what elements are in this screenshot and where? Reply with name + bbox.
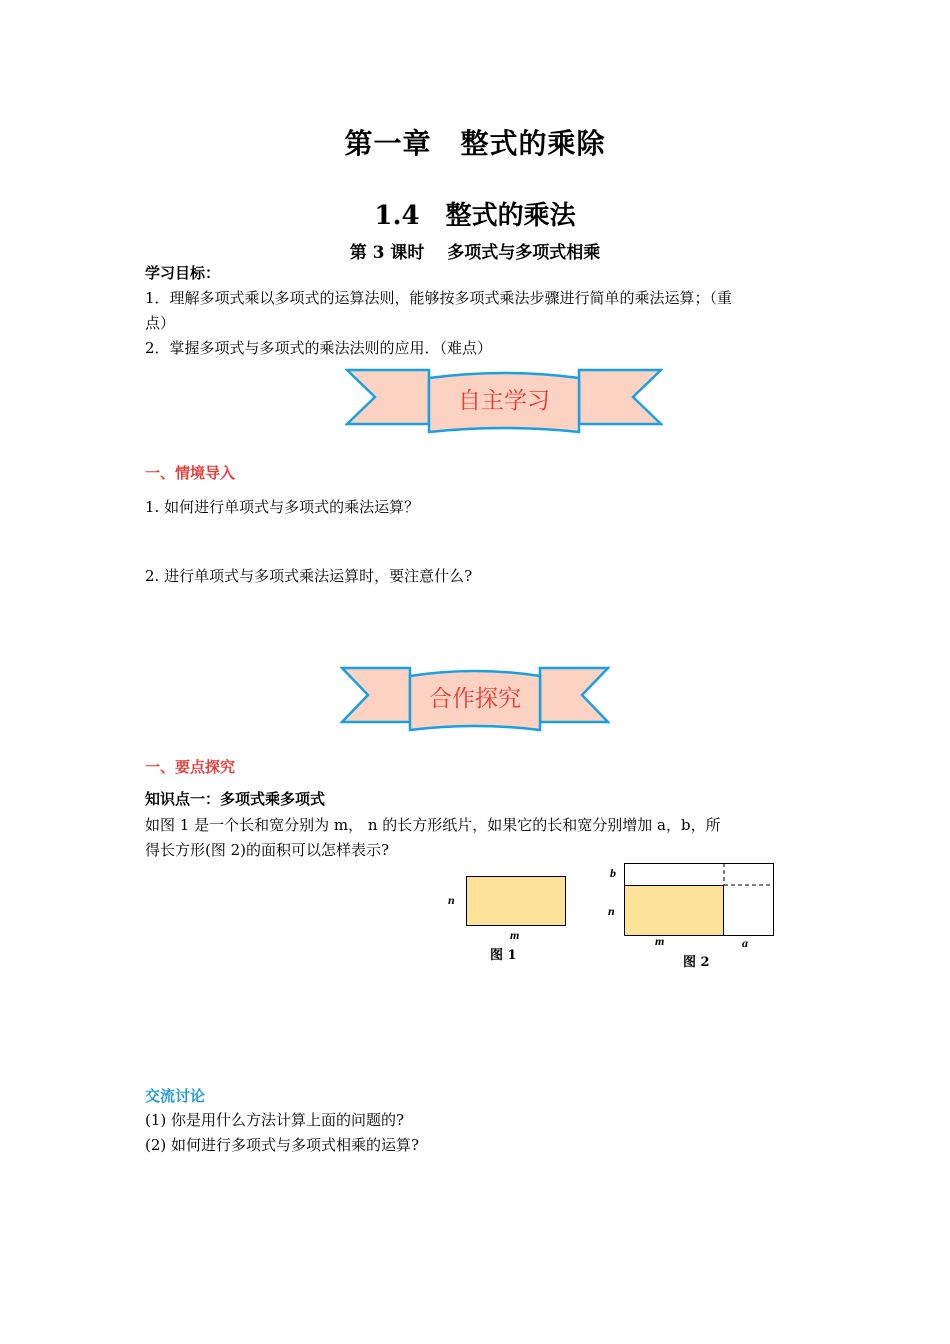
coop-banner xyxy=(340,664,610,736)
objective-2: 2．掌握多项式与多项式的乘法法则的应用．（难点） xyxy=(145,339,493,357)
self-study-q1: 1. 如何进行单项式与多项式的乘法运算？ xyxy=(145,498,420,516)
figure2-caption: 图 2 xyxy=(683,955,710,970)
figure2-m-label: m xyxy=(655,934,665,948)
objectives-title: 学习目标： xyxy=(145,264,221,282)
lesson-title: 第 3 课时 多项式与多项式相乘 xyxy=(349,243,601,263)
chapter-title: 第一章 整式的乘除 xyxy=(344,127,606,160)
figure2-n-label: n xyxy=(608,904,615,918)
figure1-caption: 图 1 xyxy=(490,948,517,963)
problem-line-1: 如图 1 是一个长和宽分别为 m， n 的长方形纸片，如果它的长和宽分别增加 a，b，所 xyxy=(145,816,721,834)
problem-line-2: 得长方形(图 2)的面积可以怎样表示? xyxy=(145,841,390,859)
figure1-m-label: m xyxy=(510,928,520,942)
discussion-q1: (1) 你是用什么方法计算上面的问题的? xyxy=(145,1111,405,1129)
coop-heading: 一、要点探究 xyxy=(145,758,236,776)
coop-label: 合作探究 xyxy=(429,686,521,712)
self-study-q2: 2. 进行单项式与多项式乘法运算时，要注意什么? xyxy=(145,567,473,585)
figure2-a-label: a xyxy=(742,936,748,950)
discussion-q2: (2) 如何进行多项式与多项式相乘的运算? xyxy=(145,1136,420,1154)
section-title: 1.4 整式的乘法 xyxy=(374,201,576,231)
self-study-label: 自主学习 xyxy=(458,388,550,414)
discussion-heading: 交流讨论 xyxy=(145,1087,206,1105)
objective-1-line-2: 点） xyxy=(145,314,176,332)
self-study-heading: 一、情境导入 xyxy=(145,464,236,482)
figure1-n-label: n xyxy=(448,893,455,907)
objective-1-line-1: 1．理解多项式乘以多项式的运算法则，能够按多项式乘法步骤进行简单的乘法运算；（重 xyxy=(145,289,733,307)
figure2-dashed-lines xyxy=(624,863,774,936)
knowledge-point-title: 知识点一：多项式乘多项式 xyxy=(145,790,326,808)
figure2-b-label: b xyxy=(610,866,616,880)
self-study-banner xyxy=(345,366,663,438)
figure1-rectangle xyxy=(466,876,566,926)
